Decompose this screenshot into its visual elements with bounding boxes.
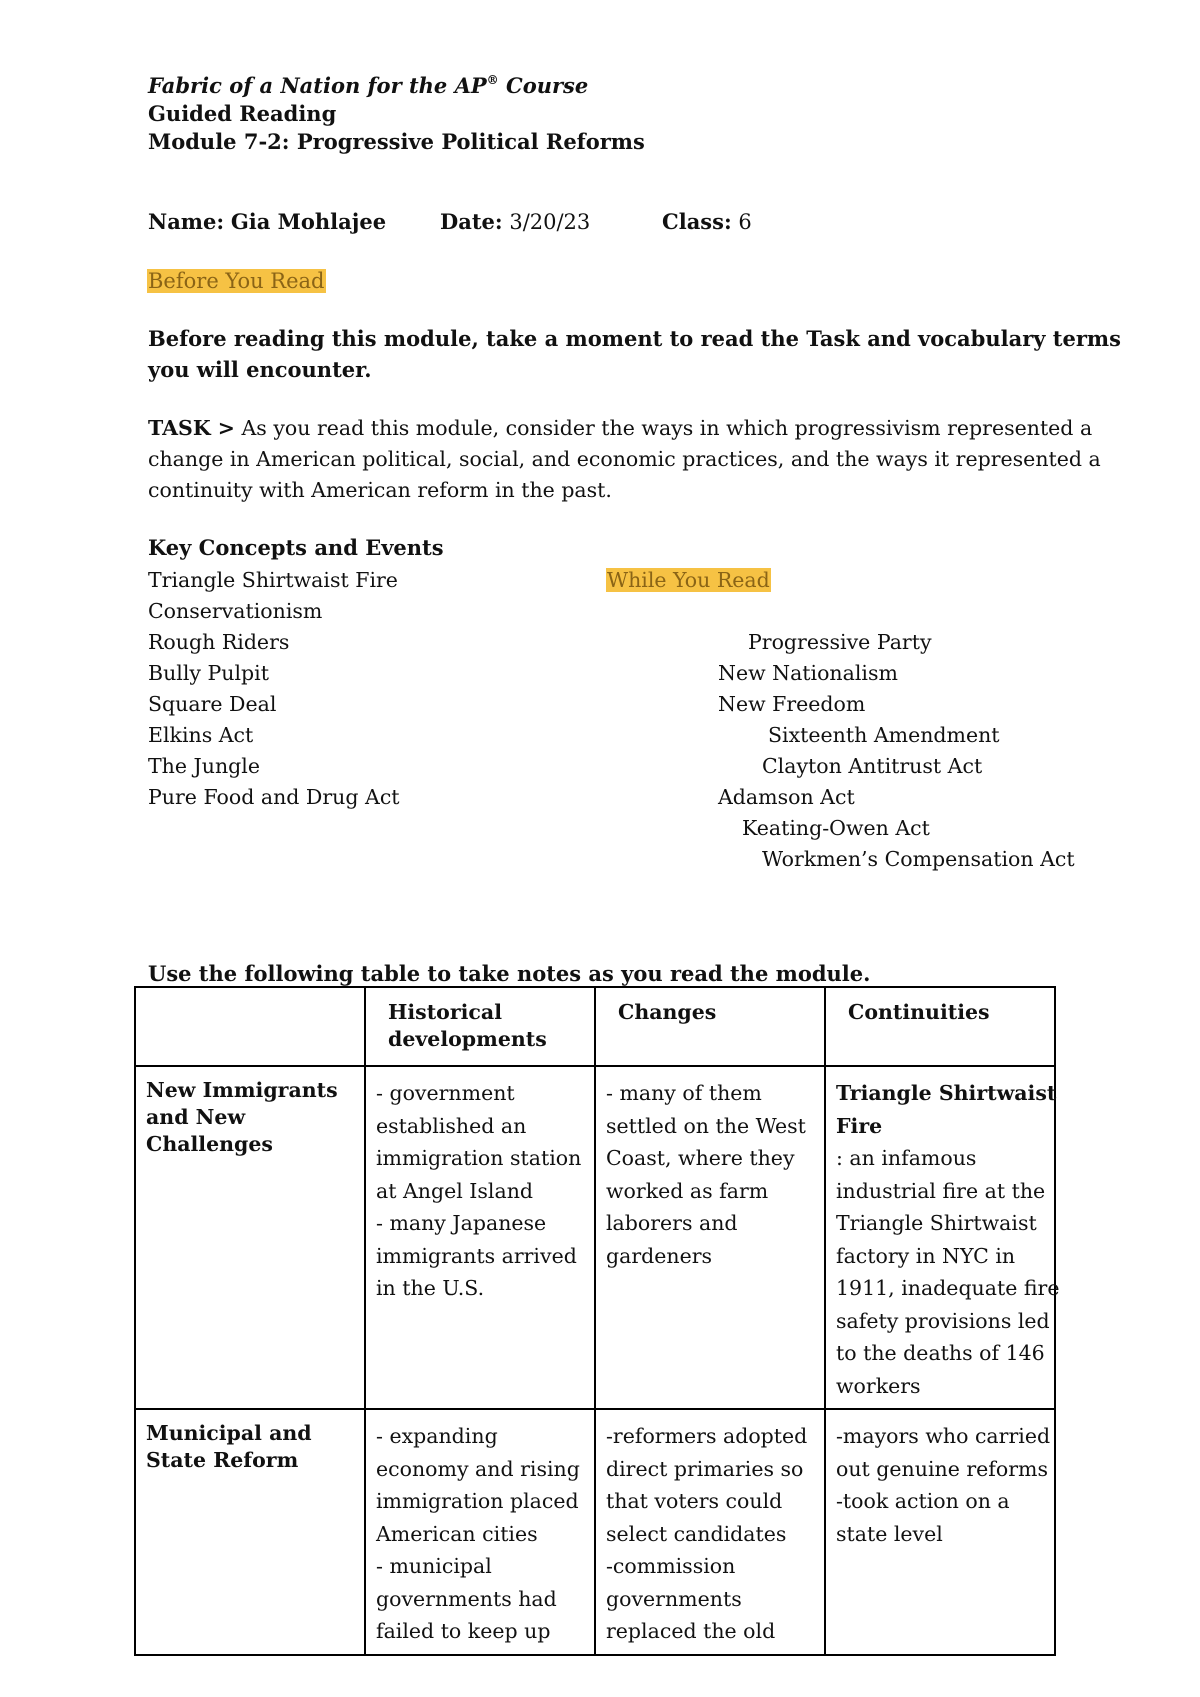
key-concepts-heading: Key Concepts and Events (148, 535, 444, 560)
header-cell-continuities (825, 987, 1055, 1066)
intro-line-2: you will encounter. (148, 357, 372, 382)
header-changes-text: Changes (618, 1000, 717, 1024)
registered-mark: ® (486, 73, 499, 87)
left-term: The Jungle (148, 754, 260, 778)
task-line-3: continuity with American reform in the past. (148, 478, 612, 502)
task-text-1: As you read this module, consider the ways in which progressivism represented a (234, 416, 1093, 440)
cell-line: established an (376, 1113, 527, 1138)
row-label-line: State Reform (146, 1448, 299, 1472)
while-you-read-highlight: While You Read (607, 568, 770, 592)
bold-term-end: Fire (836, 1113, 883, 1138)
row-label-line: New Immigrants (146, 1078, 338, 1102)
header-cell-changes (595, 987, 825, 1066)
right-term: Progressive Party (748, 630, 932, 654)
date-field (440, 208, 590, 236)
cell-line: safety provisions led (836, 1308, 1050, 1333)
right-term: New Nationalism (718, 661, 898, 685)
continuities-cell (825, 1409, 1055, 1655)
header-cell-empty (135, 987, 365, 1066)
cell-line: worked as farm (606, 1178, 769, 1203)
right-term: Clayton Antitrust Act (762, 754, 983, 778)
bold-term-line: Triangle Shirtwaist (836, 1081, 1057, 1105)
historical-cell (365, 1409, 595, 1655)
cell-line: -took action on a (836, 1489, 1010, 1513)
changes-cell (595, 1409, 825, 1655)
row-label-cell (135, 1409, 365, 1655)
cell-line: immigrants arrived (376, 1243, 577, 1268)
header-cell-historical (365, 987, 595, 1066)
cell-line: direct primaries so (606, 1456, 804, 1481)
cell-line: state level (836, 1521, 943, 1546)
table-row (135, 1066, 1055, 1409)
left-term: Elkins Act (148, 723, 254, 747)
cell-line: Coast, where they (606, 1146, 795, 1170)
row-label-line: Challenges (146, 1132, 273, 1156)
cell-line: settled on the West (606, 1113, 806, 1138)
right-term: Keating-Owen Act (742, 816, 930, 840)
table-instructions: Use the following table to take notes as you read the module. (148, 961, 871, 986)
module-title: Module 7-2: Progressive Political Reforms (148, 129, 645, 154)
cell-line: in the U.S. (376, 1276, 485, 1300)
cell-line: economy and rising (376, 1456, 580, 1481)
book-title-text: Fabric of a Nation for the AP (148, 73, 487, 98)
left-term: Conservationism (148, 599, 323, 623)
cell-line: - municipal (376, 1554, 492, 1578)
left-term: Pure Food and Drug Act (148, 785, 400, 809)
header-historical-line: developments (388, 1027, 547, 1051)
left-term: Bully Pulpit (148, 661, 269, 685)
table-row (135, 1409, 1055, 1655)
task-line-1 (148, 413, 1092, 444)
class-label: Class: (662, 209, 732, 234)
cell-line (836, 1110, 1044, 1175)
left-term: Square Deal (148, 692, 277, 716)
definition-start: : an infamous (836, 1146, 977, 1170)
changes-cell (595, 1066, 825, 1409)
before-you-read-highlight: Before You Read (148, 269, 325, 293)
cell-line: - many Japanese (376, 1211, 547, 1235)
cell-line: that voters could (606, 1489, 783, 1513)
before-you-read-heading (147, 267, 326, 295)
cell-line: governments had (376, 1586, 557, 1611)
cell-line: American cities (376, 1521, 538, 1546)
left-term: Rough Riders (148, 630, 290, 654)
row-label-line: and New (146, 1105, 246, 1129)
cell-line: immigration station (376, 1146, 582, 1170)
cell-line: workers (836, 1373, 921, 1398)
date-value: 3/20/23 (509, 210, 591, 234)
notes-table (134, 986, 1060, 1656)
date-label: Date: (440, 209, 503, 234)
cell-line: -reformers adopted (606, 1424, 808, 1448)
intro-line-1: Before reading this module, take a moment to read the Task and vocabulary terms (148, 326, 1121, 351)
name-field (148, 208, 386, 236)
class-field (662, 208, 752, 236)
book-title-suffix: Course (498, 73, 589, 98)
cell-line: 1911, inadequate fire (836, 1276, 1060, 1300)
row-label-cell (135, 1066, 365, 1409)
cell-line: laborers and (606, 1211, 738, 1235)
cell-line: Triangle Shirtwaist (836, 1211, 1037, 1235)
row-label-line: Municipal and (146, 1421, 312, 1445)
left-term: Triangle Shirtwaist Fire (148, 568, 398, 592)
continuities-cell (825, 1066, 1060, 1409)
cell-line: replaced the old (606, 1619, 776, 1643)
while-you-read-heading (606, 565, 771, 596)
header-historical-line: Historical (388, 1000, 502, 1024)
cell-line: failed to keep up (376, 1619, 551, 1643)
cell-line: - government (376, 1081, 515, 1105)
book-title (148, 72, 588, 100)
subtitle: Guided Reading (148, 101, 337, 126)
cell-line: immigration placed (376, 1489, 579, 1513)
header-continuities-text: Continuities (848, 1000, 990, 1024)
cell-line: gardeners (606, 1243, 713, 1268)
cell-line: - expanding (376, 1424, 498, 1448)
right-term: Workmen’s Compensation Act (762, 847, 1075, 871)
task-label: TASK > (148, 416, 235, 440)
name-label: Name: (148, 209, 225, 234)
cell-line: at Angel Island (376, 1178, 534, 1203)
cell-line: -commission (606, 1554, 736, 1578)
cell-line: out genuine reforms (836, 1456, 1048, 1481)
cell-line: industrial fire at the (836, 1178, 1046, 1203)
historical-cell (365, 1066, 595, 1409)
right-term: Adamson Act (718, 785, 855, 809)
cell-line: - many of them (606, 1081, 762, 1105)
right-term: New Freedom (718, 692, 866, 716)
cell-line: -mayors who carried (836, 1424, 1051, 1448)
right-term: Sixteenth Amendment (768, 723, 1000, 747)
class-value: 6 (738, 210, 752, 234)
task-line-2: change in American political, social, and economic practices, and the ways it represented a (148, 447, 1101, 471)
cell-line: factory in NYC in (836, 1243, 1016, 1268)
cell-line: to the deaths of 146 (836, 1341, 1045, 1365)
name-value: Gia Mohlajee (230, 209, 387, 234)
cell-line: select candidates (606, 1521, 787, 1546)
cell-line: governments (606, 1586, 742, 1611)
table-header-row (135, 987, 1055, 1066)
